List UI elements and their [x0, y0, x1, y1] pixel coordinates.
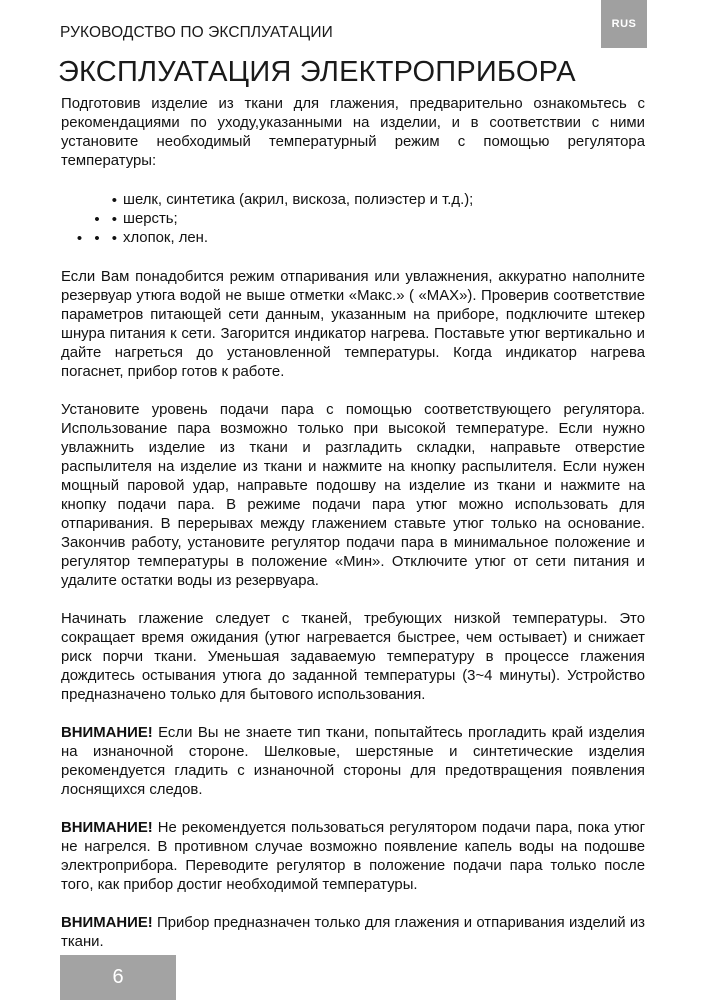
warning-text: Не рекомендуется пользоваться регулятором подачи пара, пока утюг не нагрелся. В противном случае возможно появление капель воды на подошве электроприбора. Переводите регулятор в положение подачи пара только после того, как прибор достиг необходимой температуры. — [61, 820, 645, 893]
header-title: РУКОВОДСТВО ПО ЭКСПЛУАТАЦИИ — [60, 24, 333, 41]
body-paragraph: Если Вам понадобится режим отпаривания или увлажнения, аккуратно наполните резервуар утюга водой не выше отметки «Макс.» ( «MAX»). Проверив соответствие параметров питающей сети данным, указанным на приборе, подключите штекер шнура питания к сети. Загорится индикатор нагрева. Поставьте утюг вертикально и дайте нагреться до установленной температуры. Когда индикатор нагрева погаснет, прибор готов к работе. — [61, 269, 645, 380]
warning-paragraph — [61, 819, 645, 895]
warning-paragraph — [61, 724, 645, 800]
list-item — [61, 191, 645, 210]
list-item-text: хлопок, лен. — [123, 230, 209, 246]
warning-label: ВНИМАНИЕ! — [61, 915, 153, 931]
dot-marker-icon: • • • — [76, 230, 121, 247]
manual-content — [61, 95, 645, 952]
language-tab: RUS — [601, 0, 647, 48]
warning-text: Если Вы не знаете тип ткани, попытайтесь прогладить край изделия на изнаночной стороне. Шелковые, шерстяные и синтетические изделия рекомендуется гладить с изнаночной стороны для предотвращения появления лоснящихся следов. — [61, 725, 645, 798]
list-item — [61, 210, 645, 229]
dot-marker-icon: • — [111, 192, 121, 209]
dot-marker-icon: • • — [94, 211, 121, 228]
temperature-list — [61, 191, 645, 248]
intro-paragraph: Подготовив изделие из ткани для глажения, предварительно ознакомьтесь с рекомендациями по уходу,указанными на изделии, и в соответствии с ними установите необходимый температурный режим с помощью регулятора температуры: — [61, 96, 645, 169]
warning-text: Прибор предназначен только для глажения и отпаривания изделий из ткани. — [61, 915, 645, 950]
list-item-text: шерсть; — [123, 211, 178, 227]
body-paragraph: Начинать глажение следует с тканей, требующих низкой температуры. Это сокращает время ожидания (утюг нагревается быстрее, чем остывает) и снижает риск порчи ткани. Уменьшая задаваемую температуру в процессе глажения дождитесь остывания утюга до заданной температуры (3~4 минуты). Устройство предназначено только для бытового использования. — [61, 611, 645, 703]
warning-label: ВНИМАНИЕ! — [61, 820, 153, 836]
warning-label: ВНИМАНИЕ! — [61, 725, 153, 741]
body-paragraph: Установите уровень подачи пара с помощью соответствующего регулятора. Использование пара возможно только при высокой температуре. Если нужно увлажнить изделие из ткани и разгладить складки, направьте отверстие распылителя на изделие из ткани и нажмите на кнопку распылителя. Если нужен мощный паровой удар, направьте подошву на изделие из ткани и нажмите на кнопку подачи пара. В режиме подачи пара утюг можно использовать для отпаривания. В перерывах между глажением ставьте утюг только на основание. Закончив работу, установите регулятор подачи пара в минимальное положение и регулятор температуры в положение «Мин». Отключите утюг от сети питания и удалите остатки воды из резервуара. — [61, 402, 645, 589]
warning-paragraph — [61, 914, 645, 952]
list-item — [61, 229, 645, 248]
page-title: ЭКСПЛУАТАЦИЯ ЭЛЕКТРОПРИБОРА — [58, 56, 576, 88]
list-item-text: шелк, синтетика (акрил, вискоза, полиэстер и т.д.); — [123, 192, 474, 208]
page-number: 6 — [60, 955, 176, 1000]
